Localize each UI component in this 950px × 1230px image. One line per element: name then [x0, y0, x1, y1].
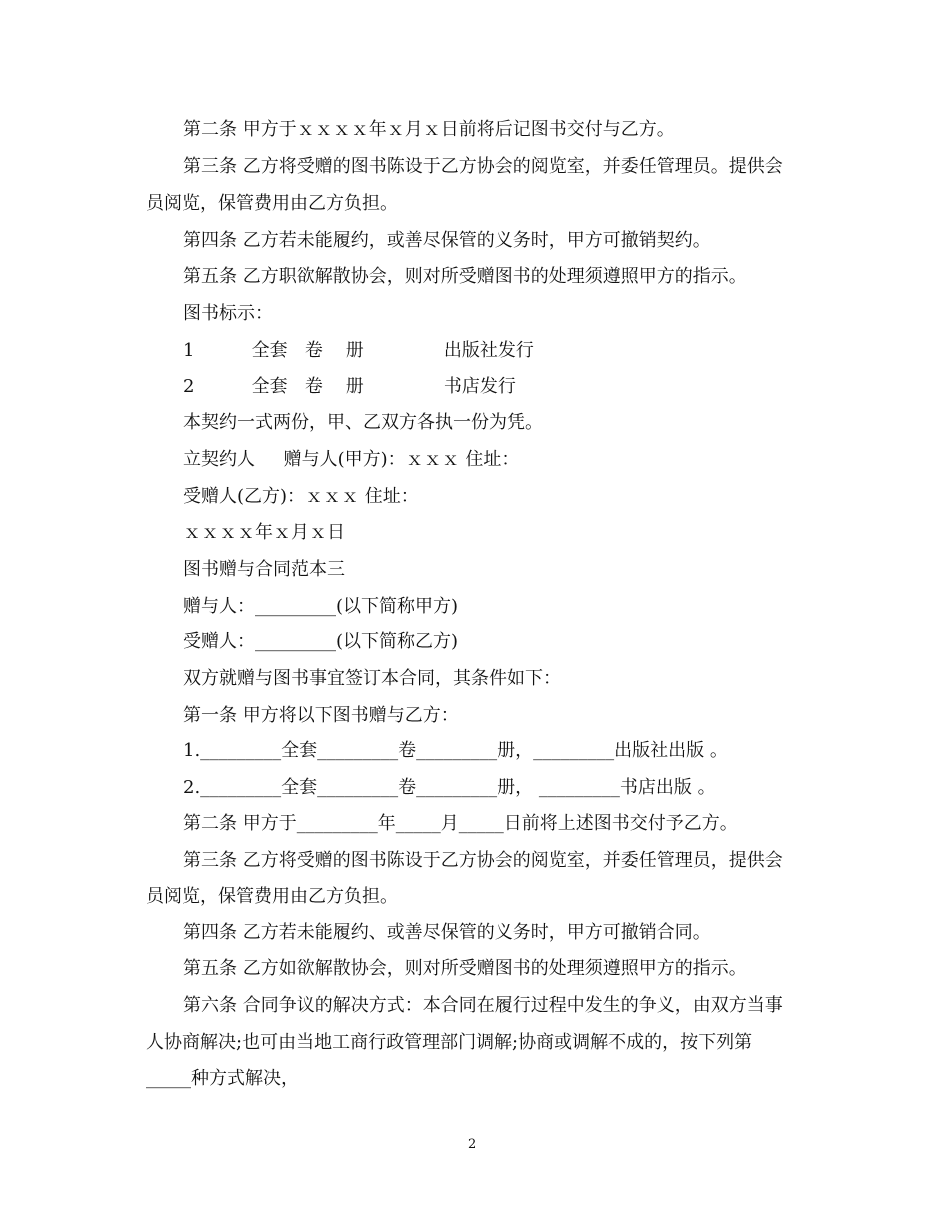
- article-2-text: 第二条 甲方于_________年_____月_____日前将上述图书交付予乙方。: [183, 813, 738, 834]
- clause-5-text: 第五条 乙方职欲解散协会，则对所受赠图书的处理须遵照甲方的指示。: [183, 266, 747, 287]
- contract-title: 图书赠与合同范本三: [183, 559, 345, 580]
- article-1-text: 第一条 甲方将以下图书赠与乙方：: [183, 705, 459, 726]
- page-number: 2: [468, 1137, 477, 1152]
- donor-field: 赠与人：_________(以下简称甲方): [183, 596, 459, 617]
- book-item-1: 1 全套 卷 册 出版社发行: [183, 340, 534, 361]
- book-entry-2: 2._________全套_________卷_________册， _________书店出版 。: [183, 777, 716, 798]
- clause-3-continued: 员阅览，保管费用由乙方负担。: [146, 193, 398, 214]
- clause-3-text: 第三条 乙方将受赠的图书陈设于乙方协会的阅览室，并委任管理员。提供会: [183, 156, 783, 177]
- article-6-text: 第六条 合同争议的解决方式：本合同在履行过程中发生的争义，由双方当事: [183, 995, 783, 1016]
- clause-2-text: 第二条 甲方于ｘｘｘｘ年ｘ月ｘ日前将后记图书交付与乙方。: [183, 119, 675, 140]
- donor-signature-line: 立契约人 赠与人(甲方)：ｘｘｘ 住址：: [183, 449, 520, 470]
- article-6-final-line: _____种方式解决，: [146, 1068, 299, 1089]
- book-label-heading: 图书标示：: [183, 303, 273, 324]
- clause-4-text: 第四条 乙方若未能履约，或善尽保管的义务时，甲方可撤销契约。: [183, 230, 711, 251]
- article-3-text: 第三条 乙方将受赠的图书陈设于乙方协会的阅览室，并委任管理员，提供会: [183, 850, 783, 871]
- article-6-continued: 人协商解决;也可由当地工商行政管理部门调解;协商或调解不成的，按下列第: [146, 1032, 753, 1053]
- recipient-signature-line: 受赠人(乙方)：ｘｘｘ 住址：: [183, 486, 419, 507]
- terms-intro: 双方就赠与图书事宜签订本合同，其条件如下：: [183, 668, 561, 689]
- book-entry-1: 1._________全套_________卷_________册，_________出版社出版 。: [183, 740, 728, 761]
- recipient-field: 受赠人：_________(以下简称乙方): [183, 631, 459, 652]
- article-3-continued: 员阅览，保管费用由乙方负担。: [146, 886, 398, 907]
- book-item-2: 2 全套 卷 册 书店发行: [183, 376, 516, 397]
- article-4-text: 第四条 乙方若未能履约、或善尽保管的义务时，甲方可撤销合同。: [183, 922, 711, 943]
- signing-date: ｘｘｘｘ年ｘ月ｘ日: [183, 522, 345, 543]
- article-5-text: 第五条 乙方如欲解散协会，则对所受赠图书的处理须遵照甲方的指示。: [183, 958, 747, 979]
- copies-statement: 本契约一式两份，甲、乙双方各执一份为凭。: [183, 412, 543, 433]
